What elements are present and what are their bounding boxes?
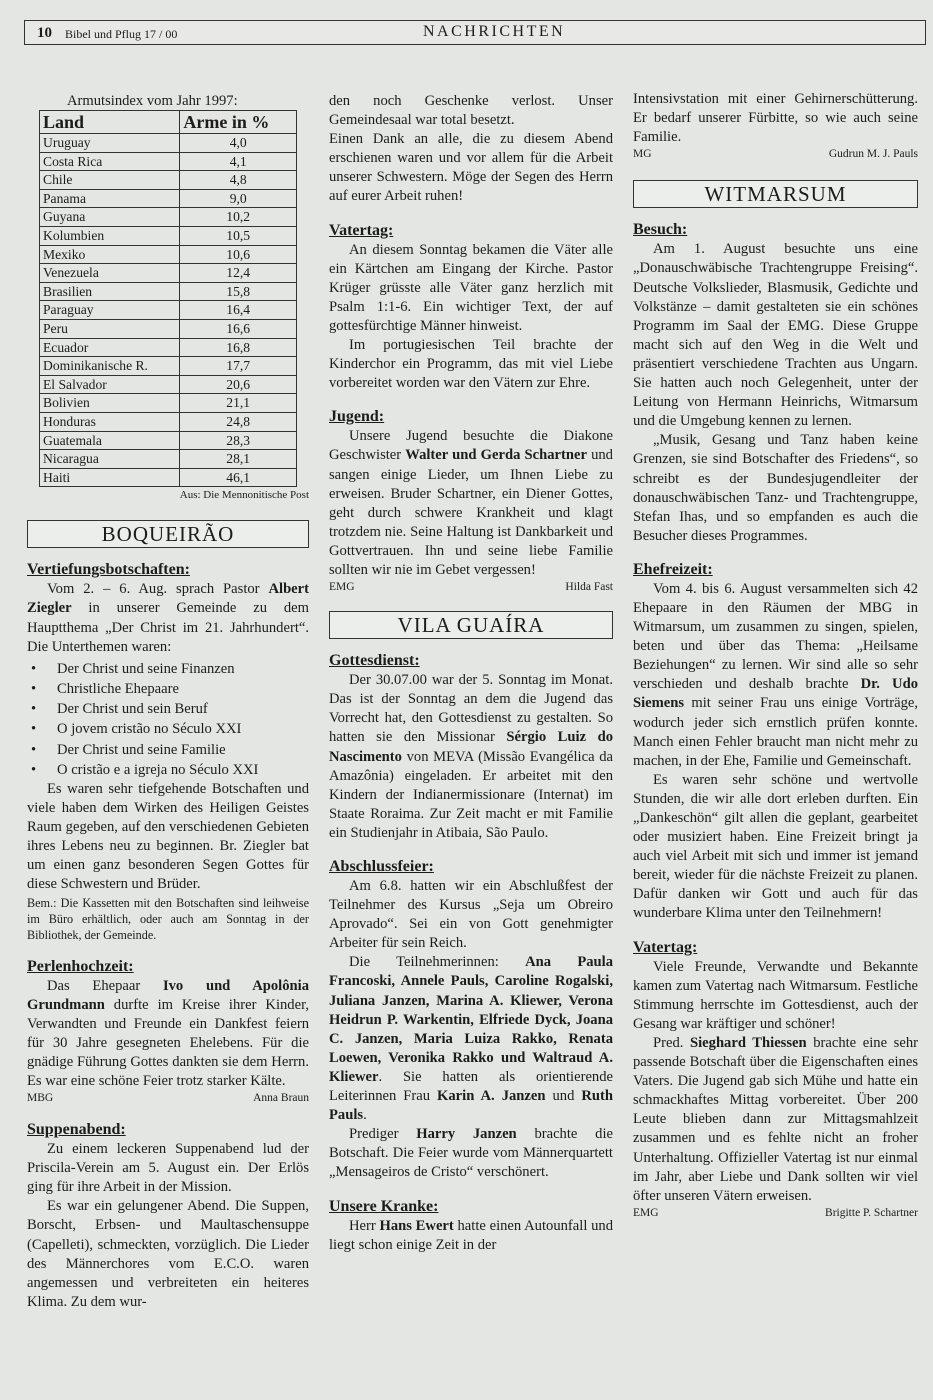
paragraph-vatertag-w-1: Viele Freunde, Verwandte und Bekannte kamen zum Vatertag nach Witmarsum. Festliche Stimmung herrschte im Gottesdienst, auch der Gesang war kräftiger und schöner!	[633, 958, 918, 1032]
cell-value: 24,8	[180, 412, 297, 431]
table-row	[40, 412, 297, 431]
heading-besuch: Besuch:	[633, 221, 688, 239]
list-item: • O jovem cristão no Século XXI	[31, 721, 242, 738]
paragraph-dank: Einen Dank an alle, die zu diesem Abend erschienen waren und vor allem für die Arbeit unserer Schwestern. Möge der Segen des Herrn auf eurer Arbeit ruhen!	[329, 131, 613, 205]
table-row	[40, 189, 297, 208]
table-row	[40, 450, 297, 469]
cell-country: Nicaragua	[40, 450, 180, 469]
heading-jugend: Jugend:	[329, 408, 385, 426]
signature-vatertag-witmarsum: EMG Brigitte P. Schartner	[633, 1206, 918, 1219]
paragraph-vertiefung: Vom 2. – 6. Aug. sprach Pastor Albert Ziegler in unserer Gemeinde zu dem Hauptthema „Der Christ im 21. Jahrhundert“. Die Unterthemen waren:	[27, 581, 309, 655]
heading-kranke: Unsere Kranke:	[329, 1197, 439, 1215]
cell-country: Paraguay	[40, 301, 180, 320]
cell-value: 10,6	[180, 245, 297, 264]
cell-value: 16,8	[180, 338, 297, 357]
paragraph-intensiv: Intensivstation mit einer Gehirnerschütterung. Er bedarf unserer Fürbitte, so wie auch seine Familie.	[633, 91, 918, 146]
paragraph-ehefreizeit-1: Vom 4. bis 6. August versammelten sich 42 Ehepaare in den Räumen der MBG in Witmarsum, um zusammen zu singen, spielen, beten und über das Thema: „Heilsame Beziehungen“ zu lernen. Wir sind alle so sehr verschieden und deshalb brachte Dr. Udo Siemens mit seiner Frau uns einige Vorträge, wodurch jeder sich ernstlich prüfen konnte. Manch einen Fehler braucht man nicht mehr zu machen, in der Ehe, Familie und Gemeinschaft.	[633, 580, 918, 769]
table-row	[40, 171, 297, 190]
heading-vertiefung: Vertiefungsbotschaften:	[27, 561, 190, 579]
list-item: • Der Christ und seine Familie	[31, 741, 226, 758]
cell-country: Guatemala	[40, 431, 180, 450]
note-kassetten: Bem.: Die Kassetten mit den Botschaften sind leihweise im Büro erhältlich, oder auch am Sonntag in der Bibliothek, der Gemeinde.	[27, 895, 309, 942]
paragraph-suppenabend-1: Zu einem leckeren Suppenabend lud der Priscila-Verein am 5. August ein. Der Erlös ging für ihre Arbeit in der Mission.	[27, 1141, 309, 1196]
table-row	[40, 282, 297, 301]
column-1	[27, 92, 309, 1312]
publication-name: Bibel und Pflug 17 / 00	[65, 27, 178, 41]
table-row	[40, 264, 297, 283]
table-row	[40, 245, 297, 264]
cell-country: El Salvador	[40, 375, 180, 394]
table-source: Aus: Die Mennonitische Post	[179, 489, 309, 502]
table-row	[40, 357, 297, 376]
cell-value: 9,0	[180, 189, 297, 208]
heading-abschlussfeier: Abschlussfeier:	[329, 858, 434, 875]
paragraph-besuch-1: Am 1. August besuchte uns eine „Donauschwäbische Trachtengruppe Freising“. Deutsche Volkslieder, Blasmusik, Gedichte und Volkstänze – damit gestalteten sie ein schönes Programm im Saal der EMG. Diese Gruppe macht sich auf den Weg in die Welt und präsentiert verschiedene Trachten aus Ungarn. Sie hatten auch noch Gelegenheit, unter der Leitung von Hermann Heinrichs, Witmarsum und die Umgebung kennen zu lernen.	[633, 241, 918, 430]
paragraph-abschluss-1: Am 6.8. hatten wir ein Abschlußfest der Teilnehmer des Kursus „Seja um Obreiro Aprovado“. Sei ein von Gott genehmigter Arbeiter für sein Reich.	[329, 878, 613, 952]
paragraph-kranke: Herr Hans Ewert hatte einen Autounfall und liegt schon einige Zeit in der	[329, 1217, 614, 1253]
cell-country: Panama	[40, 189, 180, 208]
cell-value: 12,4	[180, 264, 297, 283]
cell-country: Bolivien	[40, 394, 180, 413]
column-header-land: Land	[40, 111, 180, 134]
table-row	[40, 301, 297, 320]
cell-value: 28,3	[180, 431, 297, 450]
list-item: • O cristão e a igreja no Século XXI	[31, 761, 259, 778]
paragraph-gottesdienst: Der 30.07.00 war der 5. Sonntag im Monat. Das ist der Sonntag an dem die Jugend das Vorrecht hat, den Gottesdienst zu gestalten. So hatten sie den Missionar Sérgio Luiz do Nascimento von MEVA (Missão Evangélica da Amazônia) eingeladen. Er arbeitet mit den Kindern der Indianermissionare (Internat) im Staate Roraima. Zur Zeit macht er mit Familie ein Studienjahr in Atibaia, São Paulo.	[329, 672, 613, 841]
cell-country: Peru	[40, 319, 180, 338]
cell-country: Dominikanische R.	[40, 357, 180, 376]
cell-value: 20,6	[180, 375, 297, 394]
section-box-witmarsum: WITMARSUM	[633, 180, 918, 208]
signature-intensiv: MG Gudrun M. J. Pauls	[633, 148, 918, 161]
page-number: 10	[37, 25, 52, 41]
section-box-boqueirao: BOQUEIRÃO	[27, 520, 309, 548]
heading-vatertag: Vatertag:	[329, 221, 394, 239]
column-3	[633, 90, 918, 1223]
page-header	[24, 20, 926, 45]
section-title: NACHRICHTEN	[423, 23, 566, 40]
table-row	[40, 152, 297, 171]
heading-ehefreizeit: Ehefreizeit:	[633, 560, 713, 578]
paragraph-jugend: Unsere Jugend besuchte die Diakone Geschwister Walter und Gerda Schartner und sangen einige Lieder, um Ihnen Liebe zu erweisen. Bruder Schartner, ein Diener Gottes, geht durch schwere Krankheit und klagt trotzdem nie. Seine Haltung ist Dankbarkeit und Gottvertrauen. Ihn und seine liebe Familie sollten wir nie im Gebet vergessen!	[329, 428, 613, 578]
column-2	[329, 92, 613, 1255]
cell-country: Costa Rica	[40, 152, 180, 171]
paragraph-vertiefung-2: Es waren sehr tiefgehende Botschaften und viele haben dem Wirken des Heiligen Geistes Raum gegeben, auf den verschiedenen Gebieten ihres Lebens neu zu beginnen. Br. Ziegler bat um einen ganz besonderen Segen Gottes für diese Schwestern und Brüder.	[27, 780, 309, 893]
table-row	[40, 319, 297, 338]
poverty-table	[39, 110, 297, 487]
heading-vatertag-witmarsum: Vatertag:	[633, 938, 698, 956]
cell-value: 21,1	[180, 394, 297, 413]
cell-country: Guyana	[40, 208, 180, 227]
paragraph-vatertag-1: An diesem Sonntag bekamen die Väter alle ein Kärtchen am Eingang der Kirche. Pastor Krüger grüsste alle Väter ganz herzlich mit Psalm 1:1-6. Ein wichtiger Text, der auf gottesfürchtige Männer hinweist.	[329, 241, 613, 334]
cell-value: 28,1	[180, 450, 297, 469]
table-caption: Armutsindex vom Jahr 1997:	[67, 93, 238, 109]
cell-value: 10,2	[180, 208, 297, 227]
table-row	[40, 208, 297, 227]
cell-country: Chile	[40, 171, 180, 190]
paragraph-vatertag-2: Im portugiesischen Teil brachte der Kinderchor ein Programm, das mit viel Liebe vorbereitet worden war den Vätern zur Ehre.	[329, 337, 613, 392]
paragraph-besuch-2: „Musik, Gesang und Tanz haben keine Grenzen, sie sind Botschafter des Friedens“, so schreibt es der Bundesjugendleiter der donauschwäbischen Tanz- und Trachtengruppe, Stefan Ihas, und so empfanden es auch die Besucher dieses Programmes.	[633, 432, 918, 544]
cell-value: 17,7	[180, 357, 297, 376]
table-header-row	[40, 111, 297, 134]
paragraph-suppenabend-2: Es war ein gelungener Abend. Die Suppen, Borscht, Erbsen- und Maultaschensuppe (Capelleti), schmeckten, vorzüglich. Die Lieder des Männerchores vom E.C.O. waren angemessen und verbreiteten ein heiteres Klima. Zu dem wur-	[27, 1198, 309, 1310]
table-row	[40, 226, 297, 245]
signature-perlenhochzeit: MBG Anna Braun	[27, 1092, 309, 1105]
heading-suppenabend: Suppenabend:	[27, 1121, 126, 1139]
table-row	[40, 431, 297, 450]
cell-value: 46,1	[180, 468, 297, 487]
cell-value: 10,5	[180, 226, 297, 245]
cell-country: Kolumbien	[40, 226, 180, 245]
cell-country: Uruguay	[40, 134, 180, 153]
table-body	[40, 134, 297, 487]
list-item: • Der Christ und seine Finanzen	[31, 660, 235, 677]
cell-value: 15,8	[180, 282, 297, 301]
cell-value: 4,8	[180, 171, 297, 190]
table-row	[40, 394, 297, 413]
table-row	[40, 338, 297, 357]
subtopics-list	[27, 659, 309, 780]
cell-country: Honduras	[40, 412, 180, 431]
table-row	[40, 468, 297, 487]
paragraph-abschluss-3: Prediger Harry Janzen brachte die Botschaft. Die Feier wurde vom Männerquartett „Mensageiros de Cristo“ verschönert.	[329, 1126, 613, 1181]
paragraph-abschluss-2: Die Teilnehmerinnen: Ana Paula Francoski, Annele Pauls, Caroline Rogalski, Juliana Janzen, Marina A. Kliewer, Verona Heidrun P. Warkentin, Elfriede Dyck, Joana C. Janzen, Maria Luiza Rakko, Renata Loewen, Veronika Rakko und Waltraud A. Kliewer. Sie hatten als orientierende Leiterinnen Frau Karin A. Janzen und Ruth Pauls.	[329, 954, 614, 1124]
column-header-arme: Arme in %	[180, 111, 297, 134]
cell-country: Ecuador	[40, 338, 180, 357]
cell-value: 16,6	[180, 319, 297, 338]
cell-value: 16,4	[180, 301, 297, 320]
paragraph-continued: den noch Geschenke verlost. Unser Gemeindesaal war total besetzt.	[329, 93, 613, 129]
paragraph-ehefreizeit-2: Es waren sehr schöne und wertvolle Stunden, die wir alle dort erleben durften. Ein „Dankeschön“ gilt allen die geplant, gearbeitet oder musiziert haben. Eine Freizeit bringt ja auch viel Arbeit mit sich und immer ist jemand bereit, wieder für die nächste Freizeit zu planen. Dafür danken wir Gott und auch für das wunderbare Klima unter den Teilnehmern!	[633, 771, 918, 922]
list-item: • Christliche Ehepaare	[31, 680, 179, 697]
heading-perlenhochzeit: Perlenhochzeit:	[27, 957, 134, 975]
signature-jugend: EMG Hilda Fast	[329, 581, 613, 594]
section-box-vila-guaira: VILA GUAÍRA	[329, 611, 613, 639]
paragraph-perlenhochzeit: Das Ehepaar Ivo und Apolônia Grundmann durfte im Kreise ihrer Kinder, Verwandten und Freunde ein Dankfest feiern für 30 Jahre gesegneten Ehelebens. Für die gnädige Führung Gottes dankten sie dem Herrn. Es war eine schöne Feier trotz starker Kälte.	[27, 977, 309, 1089]
cell-value: 4,0	[180, 134, 297, 153]
heading-gottesdienst: Gottesdienst:	[329, 652, 420, 670]
paragraph-vatertag-w-2: Pred. Sieghard Thiessen brachte eine sehr passende Botschaft über die Eigenschaften eines Vaters. Die Jugend gab sich Mühe und hatte ein schmackhaftes Mittag vorbereitet. Über 200 Leute blieben dann zur Mittagsmahlzeit zusammen und es fehlte nicht an froher Unterhaltung. Offizieller Vatertag ist nur einmal im Jahr, aber Liebe und Dank sollten wir viel öfter unseren Vätern erweisen.	[633, 1034, 918, 1204]
table-row	[40, 375, 297, 394]
cell-value: 4,1	[180, 152, 297, 171]
list-item: • Der Christ und sein Beruf	[31, 701, 208, 718]
cell-country: Brasilien	[40, 282, 180, 301]
table-row	[40, 134, 297, 153]
cell-country: Venezuela	[40, 264, 180, 283]
cell-country: Haiti	[40, 468, 180, 487]
cell-country: Mexiko	[40, 245, 180, 264]
